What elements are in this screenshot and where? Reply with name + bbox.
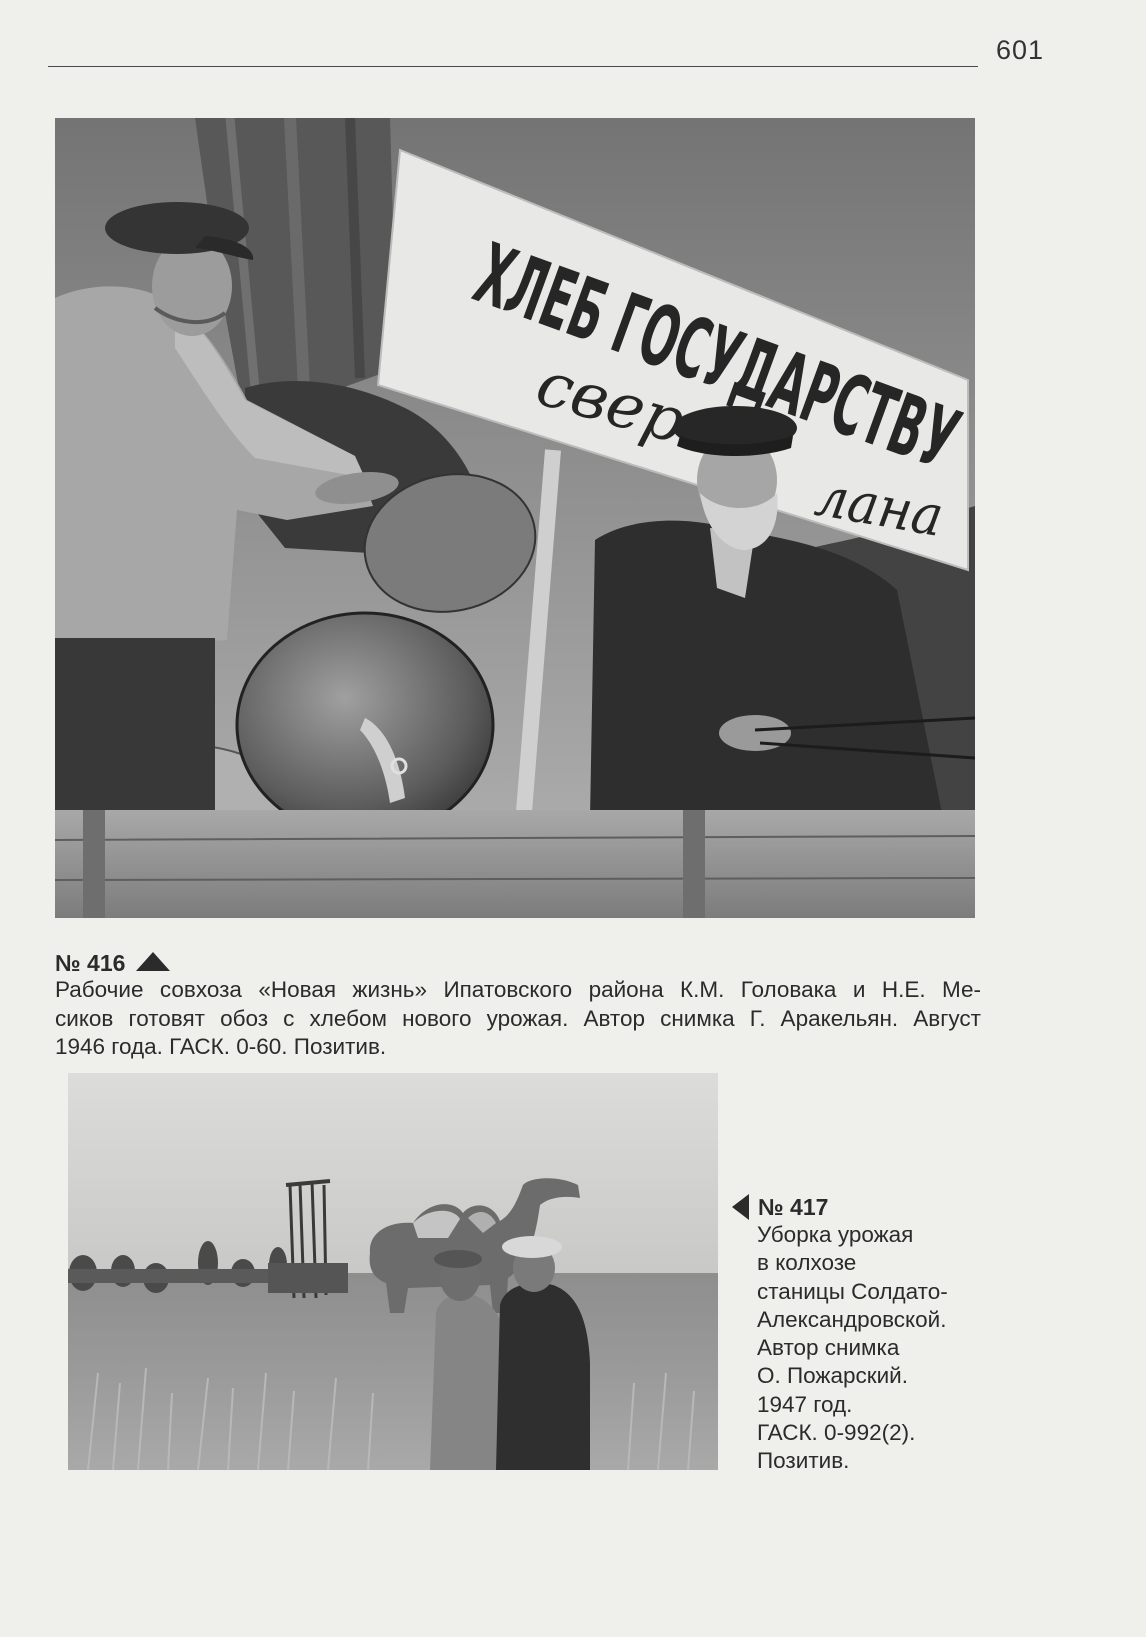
cap (502, 1236, 562, 1258)
banner-text-line2-right: лана (810, 463, 960, 552)
caption-line: Уборка урожая (757, 1222, 914, 1247)
caption-line: 1946 года. ГАСК. 0-60. Позитив. (55, 1034, 387, 1059)
triangle-left-icon (732, 1194, 749, 1220)
caption-417-header (732, 1193, 828, 1221)
caption-line: в колхозе (757, 1250, 857, 1276)
photo-number: № 416 (55, 950, 126, 976)
caption-417 (757, 1221, 1017, 1476)
caption-line: ГАСК. 0-992(2). (757, 1420, 916, 1446)
caption-line: Позитив. (757, 1448, 850, 1474)
caption-416-header (55, 949, 170, 977)
caption-line: Автор снимка (757, 1335, 900, 1361)
triangle-up-icon (136, 952, 170, 971)
caption-line: Рабочие совхоза «Новая жизнь» Ипатовского района К.М. Головака и Н.Е. Ме- (55, 977, 981, 1002)
caption-line: Александровской. (757, 1306, 947, 1332)
photo-417 (68, 1073, 718, 1470)
caption-416 (55, 976, 981, 1062)
caption-line: О. Пожарский. (757, 1363, 908, 1389)
caption-line: сиков готовят обоз с хлебом нового урожая. Автор снимка Г. Аракельян. Август (55, 1005, 981, 1031)
banner-text-line2-left: свер (528, 346, 691, 457)
photo-416 (55, 118, 975, 918)
header-rule (48, 66, 978, 67)
grain-sack-main (237, 613, 493, 837)
caption-line: станицы Солдато- (757, 1278, 948, 1304)
cart-side (55, 810, 975, 918)
page-number: 601 (996, 35, 1045, 65)
caption-line: 1947 год. (757, 1391, 853, 1417)
photo-number: № 417 (758, 1194, 829, 1220)
